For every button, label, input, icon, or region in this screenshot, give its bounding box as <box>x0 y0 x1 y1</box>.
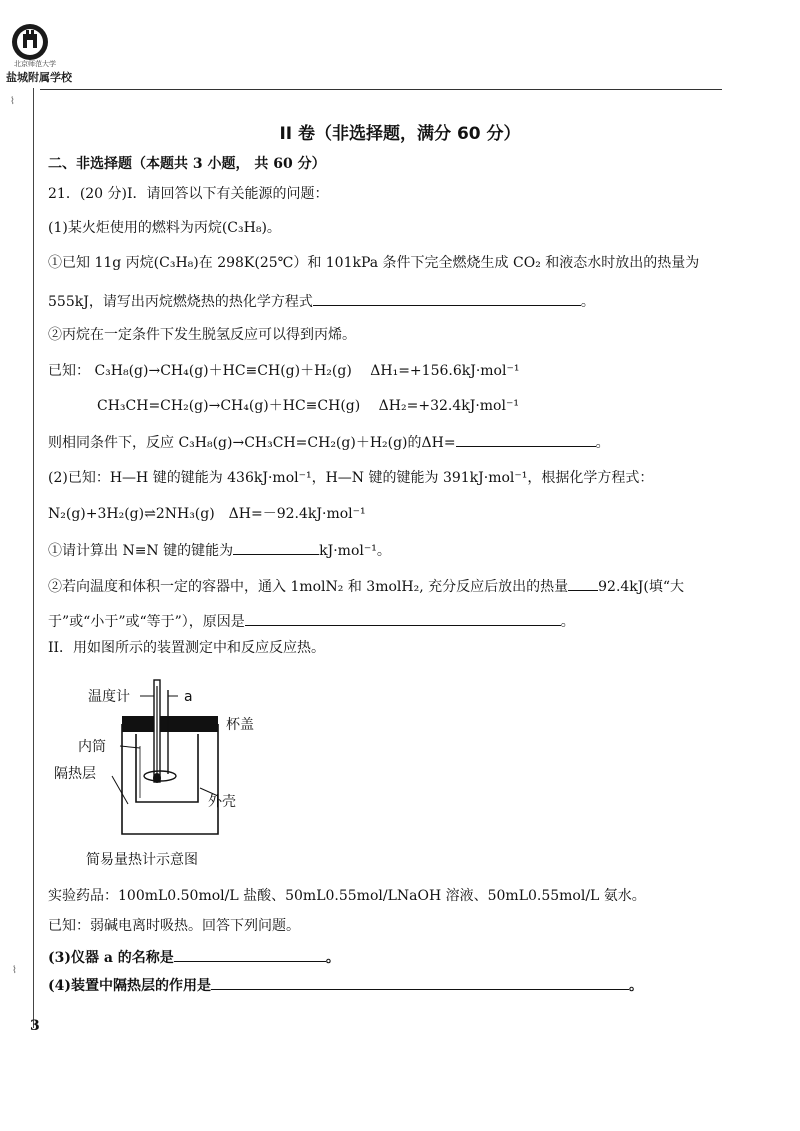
binding-mark: ⌇ <box>10 96 15 107</box>
question-21-part2b-line2 <box>48 611 575 631</box>
answer-blank-equation[interactable] <box>313 291 581 306</box>
equation-2 <box>97 397 519 415</box>
question-21-part1: (1)某火炬使用的燃料为丙烷(C₃H₈)。 <box>48 220 281 236</box>
answer-blank-dh[interactable] <box>456 432 596 447</box>
label-thermometer: 温度计 <box>88 689 130 705</box>
equation-text: C₃H₈(g)→CH₄(g)＋HC≡CH(g)＋H₂(g) <box>94 363 352 379</box>
equation-text: CH₃CH=CH₂(g)→CH₄(g)＋HC≡CH(g) <box>97 398 361 414</box>
answer-blank-compare[interactable] <box>568 576 598 591</box>
punct: 。 <box>580 294 595 310</box>
answer-blank-bond-energy[interactable] <box>233 540 319 555</box>
calorimeter-diagram <box>50 676 280 876</box>
binding-mark: ⌇ <box>12 965 17 976</box>
question-21-part1c <box>48 432 610 452</box>
question-text: 555kJ，请写出丙烷燃烧热的热化学方程式 <box>48 294 313 310</box>
question-text: (3)仪器 a 的名称是 <box>48 950 174 966</box>
question-text: ①请计算出 N≡N 键的键能为 <box>48 543 234 559</box>
answer-blank-reason[interactable] <box>245 611 561 626</box>
section-title: II 卷（非选择题，满分 60 分） <box>279 124 521 144</box>
question-text: 92.4kJ(填“大 <box>598 579 685 595</box>
question-21-part1b: ②丙烷在一定条件下发生脱氢反应可以得到丙烯。 <box>48 327 356 343</box>
margin-rule <box>33 88 34 1028</box>
diagram-caption: 简易量热计示意图 <box>86 852 198 868</box>
question-text: 则相同条件下，反应 C₃H₈(g)→CH₃CH=CH₂(g)＋H₂(g)的ΔH= <box>48 435 456 451</box>
question-3 <box>48 947 340 967</box>
punct: 。 <box>595 435 610 451</box>
ammonia-equation: N₂(g)+3H₂(g)⇌2NH₃(g) ΔH=－92.4kJ·mol⁻¹ <box>48 506 366 522</box>
question-21-partII: II．用如图所示的装置测定中和反应反应热。 <box>48 640 326 656</box>
question-21-part2a <box>48 540 391 560</box>
part-heading: 二、非选择题（本题共 3 小题， 共 60 分） <box>48 156 326 172</box>
question-21-intro: 21．(20 分)I．请回答以下有关能源的问题： <box>48 186 329 202</box>
answer-blank-instrument[interactable] <box>174 947 326 962</box>
school-name-top: 北京师范大学 <box>14 60 56 68</box>
punct: 。 <box>560 614 575 630</box>
label-lid: 杯盖 <box>226 717 254 733</box>
label-inner-cup: 内筒 <box>78 739 106 755</box>
page-number: 3 <box>30 1018 40 1034</box>
question-text: (4)装置中隔热层的作用是 <box>48 978 211 994</box>
label-a: a <box>184 689 193 705</box>
enthalpy-1: ΔH₁=+156.6kJ·mol⁻¹ <box>370 363 520 379</box>
question-21-part2: (2)已知：H—H 键的键能为 436kJ·mol⁻¹，H—N 键的键能为 391kJ·mol⁻¹，根据化学方程式： <box>48 470 654 486</box>
question-21-part2b <box>48 576 684 596</box>
label-insulation: 隔热层 <box>54 766 96 782</box>
inner-cup <box>136 734 198 802</box>
question-21-part1a-line2 <box>48 291 595 311</box>
header-rule <box>40 89 722 90</box>
school-name: 盐城附属学校 <box>6 71 72 84</box>
label-outer-shell: 外壳 <box>208 794 236 810</box>
enthalpy-2: ΔH₂=+32.4kJ·mol⁻¹ <box>378 398 519 414</box>
equation-1 <box>48 362 519 380</box>
known-weak-base: 已知：弱碱电离时吸热。回答下列问题。 <box>48 918 300 934</box>
question-21-part1a-line1: ①已知 11g 丙烷(C₃H₈)在 298K(25℃）和 101kPa 条件下完全燃烧生成 CO₂ 和液态水时放出的热量为 <box>48 255 700 271</box>
answer-blank-insulation-role[interactable] <box>211 975 629 990</box>
unit: kJ·mol⁻¹。 <box>319 543 391 559</box>
punct: 。 <box>629 978 643 994</box>
cup-lid <box>122 716 218 732</box>
known-label: 已知： <box>48 363 90 379</box>
question-text: ②若向温度和体积一定的容器中，通入 1molN₂ 和 3molH₂, 充分反应后放出的热量 <box>48 579 569 595</box>
reagents-line: 实验药品：100mL0.50mol/L 盐酸、50mL0.55mol/LNaOH 溶液、50mL0.55mol/L 氨水。 <box>48 888 646 904</box>
question-text: 于”或“小于”或“等于”），原因是 <box>48 614 245 630</box>
punct: 。 <box>325 950 340 966</box>
question-4 <box>48 975 643 995</box>
